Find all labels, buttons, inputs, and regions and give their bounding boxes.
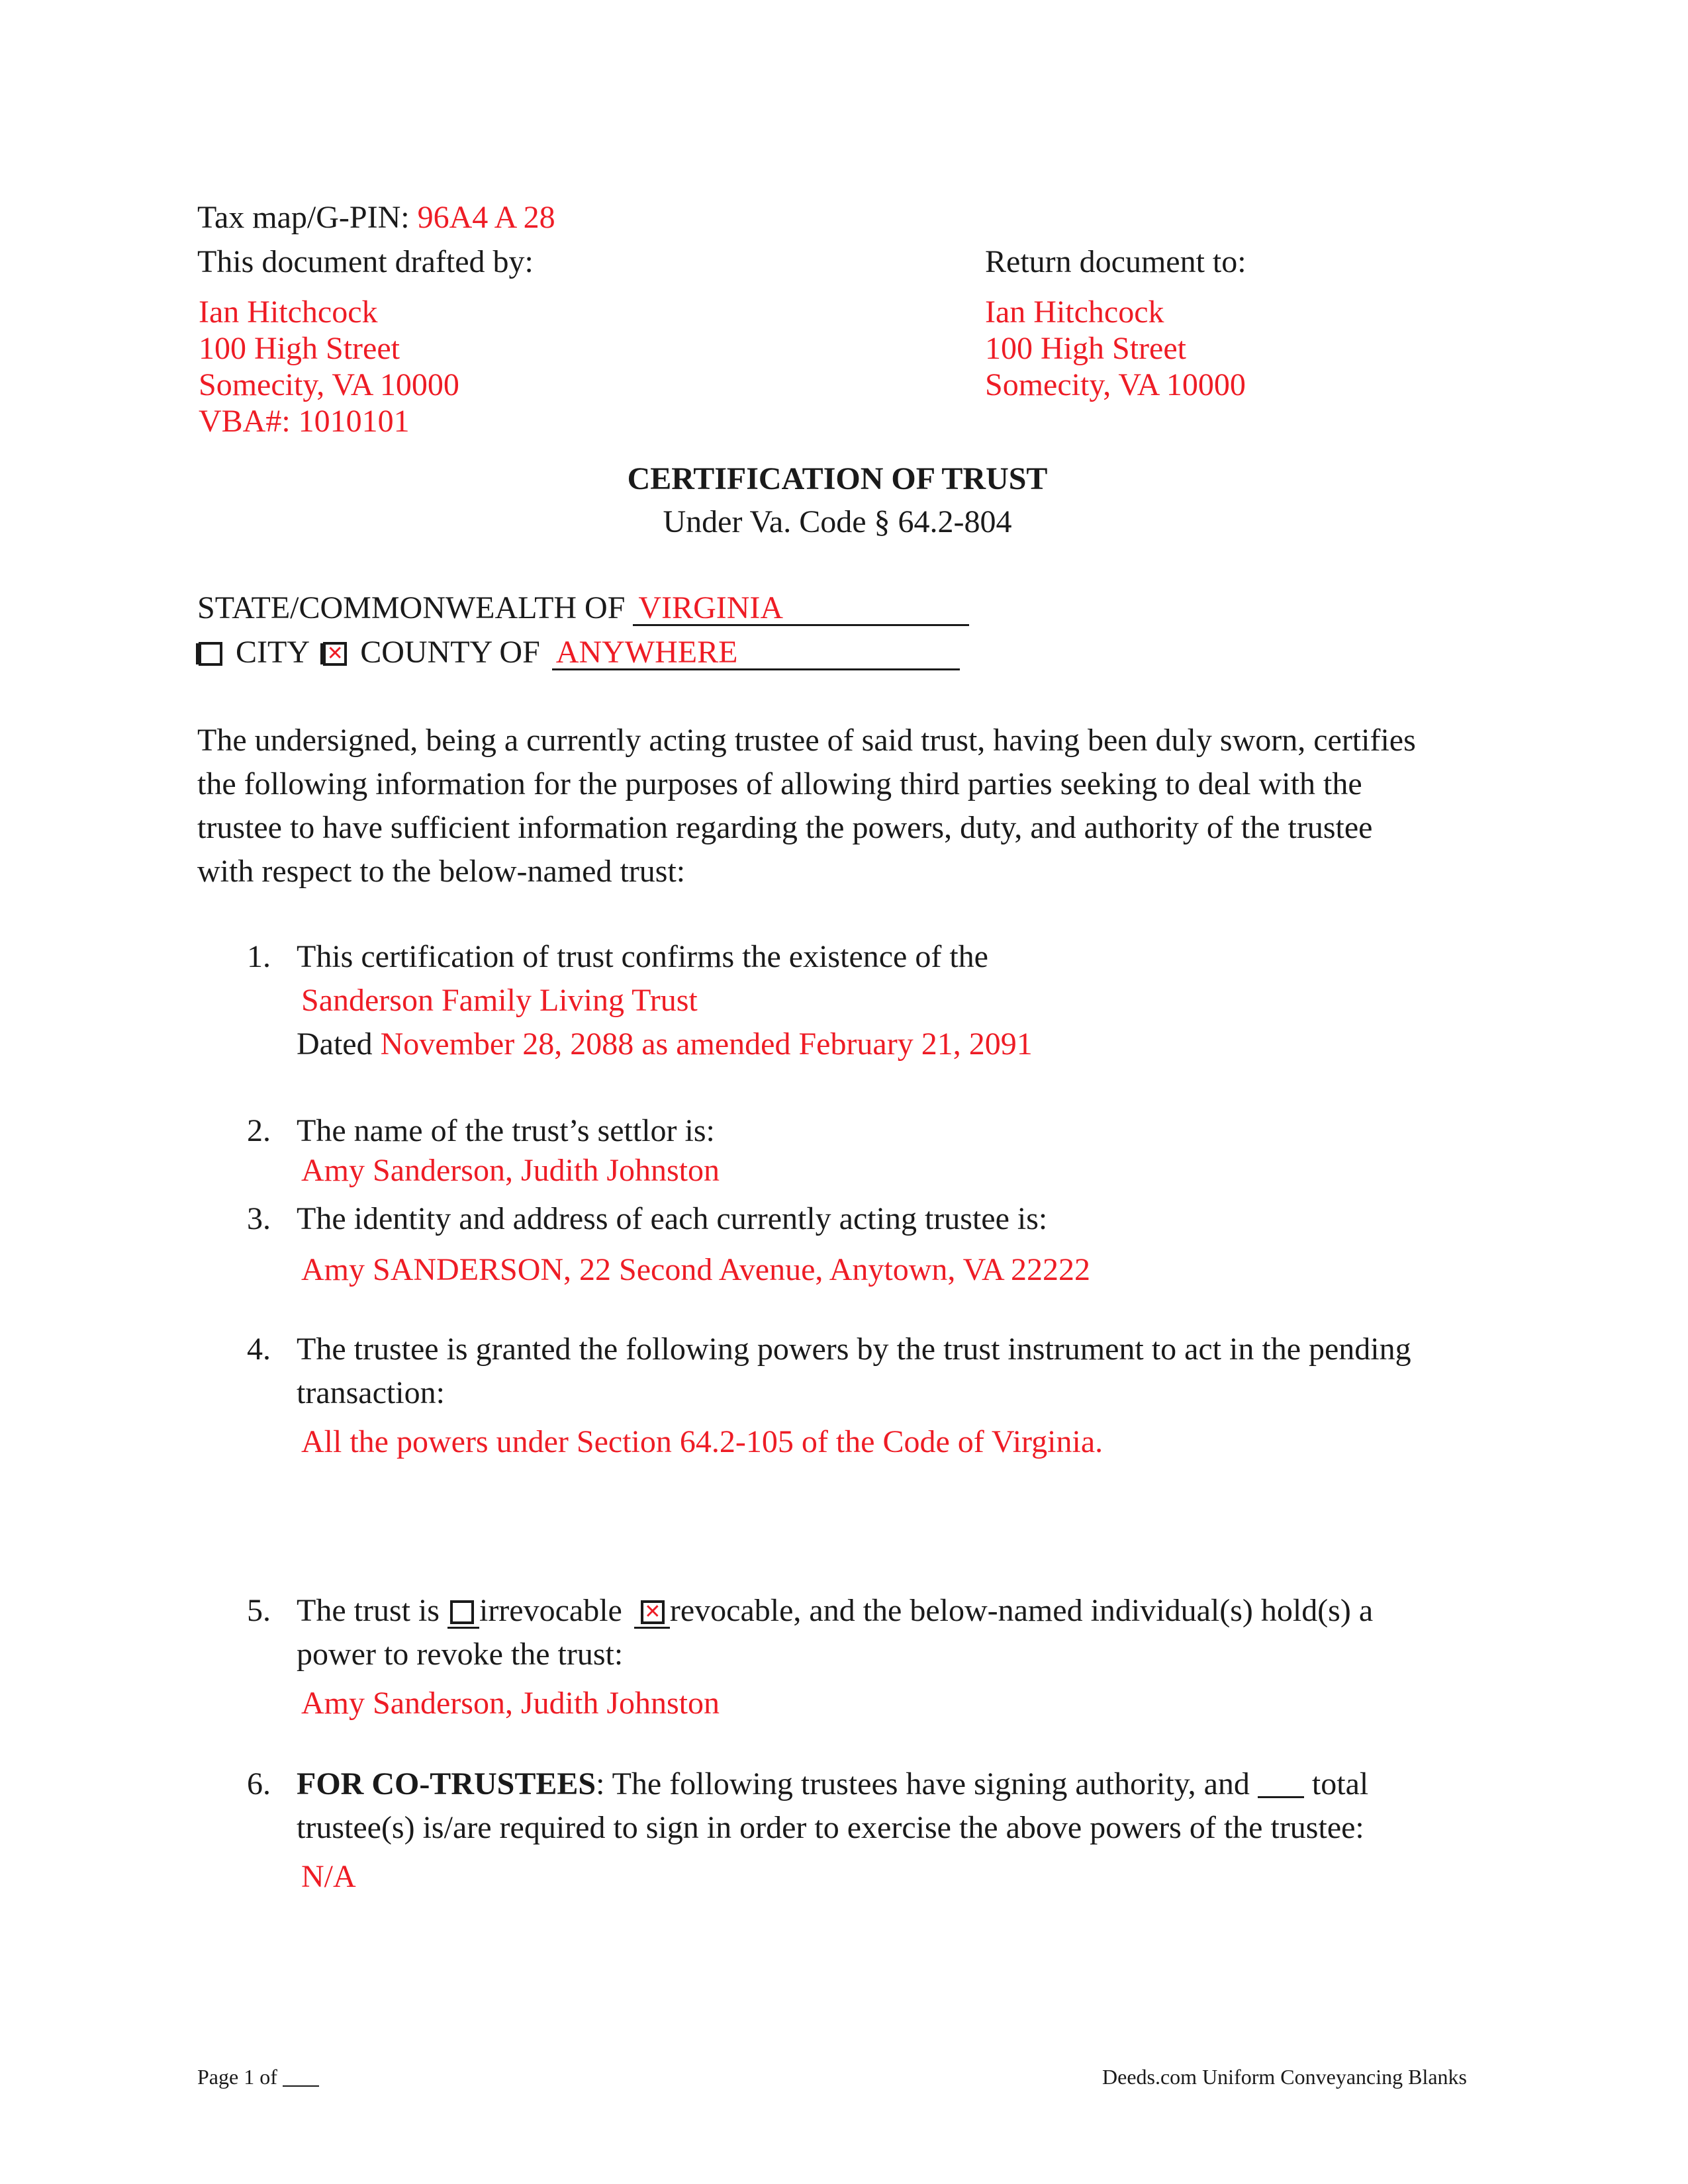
locality-line xyxy=(199,637,960,670)
intro-line-2: the following information for the purposes of allowing third parties seeking to deal with the xyxy=(197,766,1362,801)
state-value: VIRGINIA xyxy=(638,590,784,625)
city-checkbox[interactable] xyxy=(199,642,222,666)
drafted-by-label: This document drafted by: xyxy=(197,244,534,279)
item-6-text-b: total xyxy=(1311,1766,1369,1801)
item-6-text-a: : The following trustees have signing authority, and xyxy=(596,1766,1250,1801)
item-5-value: Amy Sanderson, Judith Johnston xyxy=(301,1686,720,1721)
item-4-text-line-1: The trustee is granted the following powers by the trust instrument to act in the pending xyxy=(297,1332,1411,1367)
intro-line-1: The undersigned, being a currently acting trustee of said trust, having been duly sworn, certifies xyxy=(197,723,1416,758)
drafter-vba: VBA#: 1010101 xyxy=(199,404,410,439)
required-trustees-blank[interactable] xyxy=(1258,1770,1304,1798)
county-field[interactable] xyxy=(552,637,960,670)
state-line xyxy=(197,592,969,626)
item-6-value: N/A xyxy=(301,1859,356,1894)
irrevocable-slot xyxy=(447,1595,479,1629)
item-1-trust-name: Sanderson Family Living Trust xyxy=(301,983,698,1018)
page-number xyxy=(197,2066,319,2087)
item-6-text-line-2: trustee(s) is/are required to sign in order to exercise the above powers of the trustee: xyxy=(297,1810,1364,1845)
county-value: ANYWHERE xyxy=(555,635,738,670)
tax-map-value: 96A4 A 28 xyxy=(417,200,555,235)
city-label: CITY xyxy=(236,635,309,670)
item-6-line-1 xyxy=(297,1768,1368,1800)
irrevocable-checkbox[interactable] xyxy=(450,1600,474,1624)
item-5-prefix: The trust is xyxy=(297,1593,440,1628)
item-1-number: 1. xyxy=(247,939,271,974)
footer-source: Deeds.com Uniform Conveyancing Blanks xyxy=(1102,2065,1467,2089)
document-subtitle: Under Va. Code § 64.2-804 xyxy=(663,504,1012,539)
item-1-dated-label: Dated xyxy=(297,1026,373,1062)
item-6-number: 6. xyxy=(247,1766,271,1801)
item-1-dated-line xyxy=(297,1028,1033,1060)
drafter-street: 100 High Street xyxy=(199,331,400,366)
return-name: Ian Hitchcock xyxy=(985,295,1164,330)
item-2-text: The name of the trust’s settlor is: xyxy=(297,1113,715,1148)
return-street: 100 High Street xyxy=(985,331,1186,366)
revocable-slot xyxy=(634,1595,670,1629)
return-city-state-zip: Somecity, VA 10000 xyxy=(985,367,1246,402)
county-label: COUNTY OF xyxy=(360,635,540,670)
intro-line-4: with respect to the below-named trust: xyxy=(197,854,686,889)
item-5-number: 5. xyxy=(247,1593,271,1628)
county-checkbox[interactable] xyxy=(323,642,347,666)
item-4-text-line-2: transaction: xyxy=(297,1375,445,1410)
co-trustees-label: FOR CO-TRUSTEES xyxy=(297,1766,596,1801)
item-3-text: The identity and address of each currently acting trustee is: xyxy=(297,1201,1048,1236)
intro-line-3: trustee to have sufficient information regarding the powers, duty, and authority of the trustee xyxy=(197,810,1373,845)
item-3-number: 3. xyxy=(247,1201,271,1236)
item-4-value: All the powers under Section 64.2-105 of the Code of Virginia. xyxy=(301,1424,1103,1459)
item-1-text: This certification of trust confirms the existence of the xyxy=(297,939,988,974)
page-label: Page 1 of xyxy=(197,2065,277,2089)
irrevocable-label: irrevocable xyxy=(479,1593,622,1628)
check-mark-icon: ✕ xyxy=(326,642,344,665)
tax-map-line xyxy=(197,202,555,234)
page-total-blank xyxy=(283,2068,319,2087)
item-1-dated-value: November 28, 2088 as amended February 21, 2091 xyxy=(380,1026,1033,1062)
document-title: CERTIFICATION OF TRUST xyxy=(627,461,1048,496)
check-mark-icon: ✕ xyxy=(644,1600,661,1623)
item-4-number: 4. xyxy=(247,1332,271,1367)
item-2-value: Amy Sanderson, Judith Johnston xyxy=(301,1153,720,1188)
tax-map-label: Tax map/G-PIN: xyxy=(197,200,410,235)
item-5-text-line-2: power to revoke the trust: xyxy=(297,1637,624,1672)
drafter-name: Ian Hitchcock xyxy=(199,295,378,330)
state-field[interactable] xyxy=(633,592,969,626)
return-to-label: Return document to: xyxy=(985,244,1246,279)
state-label: STATE/COMMONWEALTH OF xyxy=(197,590,626,625)
revocable-label: revocable, and the below-named individual(s) hold(s) a xyxy=(669,1593,1374,1628)
item-3-value: Amy SANDERSON, 22 Second Avenue, Anytown, VA 22222 xyxy=(301,1252,1091,1287)
item-2-number: 2. xyxy=(247,1113,271,1148)
item-5-line-1 xyxy=(297,1595,1373,1629)
revocable-checkbox[interactable] xyxy=(641,1600,665,1624)
drafter-city-state-zip: Somecity, VA 10000 xyxy=(199,367,459,402)
